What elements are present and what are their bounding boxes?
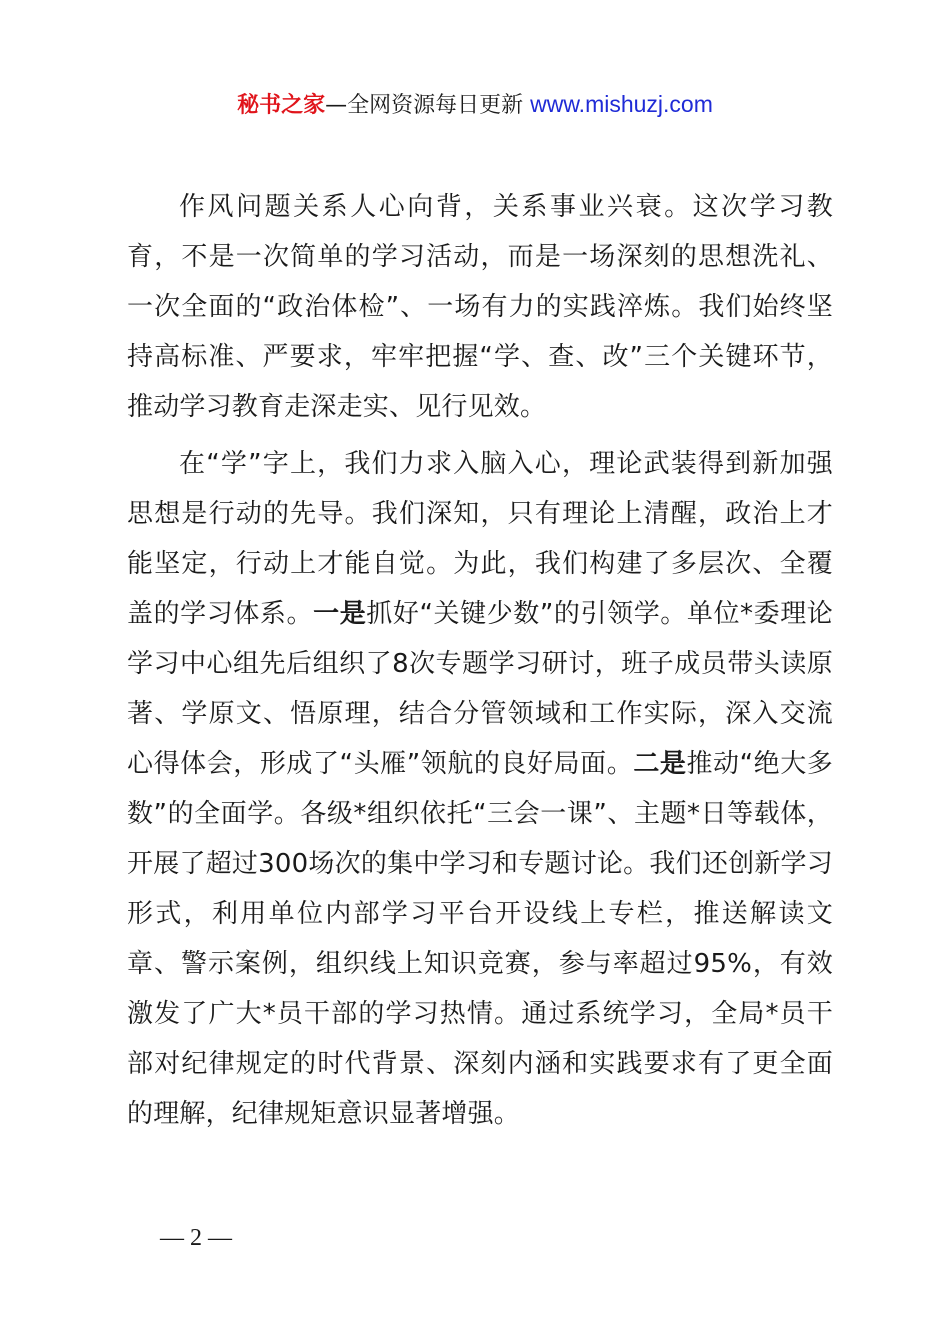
header-separator: — [325, 93, 348, 118]
point-1-label: 一是 [313, 599, 367, 629]
document-body [127, 182, 833, 1139]
brand-name: 秘书之家 [237, 93, 326, 118]
site-url-link[interactable]: www.mishuzj.com [530, 91, 713, 117]
site-header [0, 86, 950, 124]
point-1-text: 抓好“关键少数”的引领学。单位*委理论学习中心组先后组织了8次专题学习研讨，班子成员带头读原著、学原文、悟原理，结合分管领域和工作实际，深入交流心得体会，形成了“头雁”领航的良好局面。 [127, 599, 833, 779]
point-2-text: 推动“绝大多数”的全面学。各级*组织依托“三会一课”、主题*日等载体，开展了超过300场次的集中学习和专题讨论。我们还创新学习形式，利用单位内部学习平台开设线上专栏，推送解读文章、警示案例，组织线上知识竞赛，参与率超过95%，有效激发了广大*员干部的学习热情。通过系统学习，全局*员干部对纪律规定的时代背景、深刻内涵和实践要求有了更全面的理解，纪律规矩意识显著增强。 [127, 749, 833, 1129]
paragraph-2-intro: 在“学”字上，我们力求入脑入心，理论武装得到新加强思想是行动的先导。我们深知，只有理论上清醒，政治上才能坚定，行动上才能自觉。为此，我们构建了多层次、全覆盖的学习体系。 [127, 449, 833, 629]
point-2-label: 二是 [633, 749, 687, 779]
page-number: — 2 — [160, 1225, 232, 1251]
header-tagline: 全网资源每日更新 [347, 93, 524, 118]
paragraph-1: 作风问题关系人心向背，关系事业兴衰。这次学习教育，不是一次简单的学习活动，而是一场深刻的思想洗礼、一次全面的“政治体检”、一场有力的实践淬炼。我们始终坚持高标准、严要求，牢牢把握“学、查、改”三个关键环节，推动学习教育走深走实、见行见效。 [127, 192, 833, 422]
paragraph-2 [127, 439, 833, 1139]
